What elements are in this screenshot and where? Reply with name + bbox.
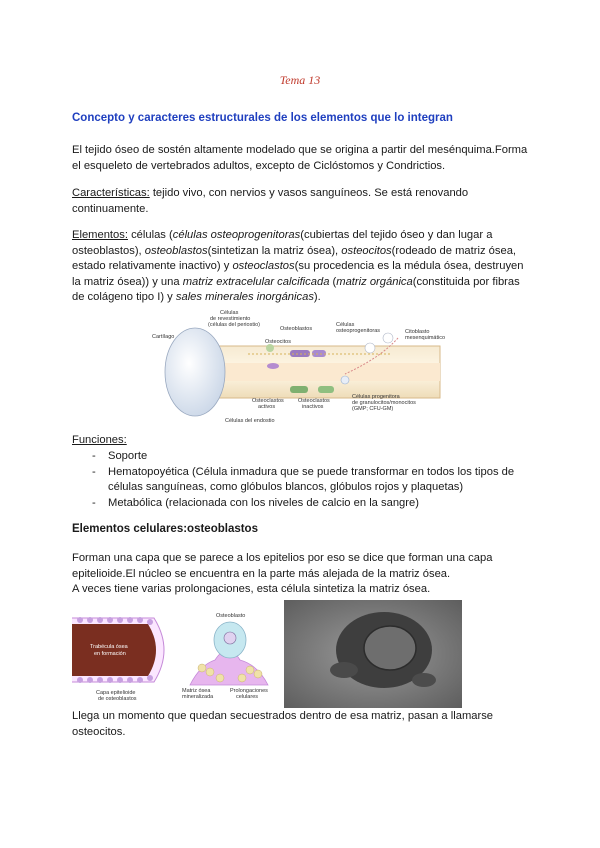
osteoblast-cell xyxy=(312,350,326,357)
svg-text:activos: activos xyxy=(258,404,276,410)
section-heading: Concepto y caracteres estructurales de los elementos que lo integran xyxy=(72,112,453,124)
label-osteoclastos-inactivos: Osteoclastos xyxy=(298,398,330,404)
label-citoblasto: Citoblasto xyxy=(405,329,430,335)
elementos-label: Elementos: xyxy=(72,229,128,241)
osteoblastos-heading: Elementos celulares:osteoblastos xyxy=(72,523,258,535)
label-progenitora: Células progenitora xyxy=(352,394,400,400)
electron-micrograph xyxy=(284,600,462,708)
caracteristicas-label: Características: xyxy=(72,187,150,199)
osteoclast-inactive xyxy=(318,386,334,393)
intro-paragraph: El tejido óseo de sostén altamente modelado que se origina a partir del mesénquima.Forma el esqueleto de vertebrados adultos, excepto de Ciclóstomos y Condrictios. xyxy=(72,144,528,172)
label-capa-epitelioide: Capa epitelioide xyxy=(96,690,136,696)
caracteristicas-paragraph: Características: tejido vivo, con nervios y vasos sanguíneos. Se está renovando continuamente. xyxy=(72,187,469,215)
label-osteoblasto: Osteoblasto xyxy=(216,613,246,619)
osteoblast-cell-diagram xyxy=(180,610,280,704)
svg-text:(GMP; CFU-GM): (GMP; CFU-GM) xyxy=(352,406,394,412)
label-osteoclastos-activos: Osteoclastos xyxy=(252,398,284,404)
stem-cell xyxy=(383,333,393,343)
svg-text:mesenquimático: mesenquimático xyxy=(405,335,446,341)
cartilage-head xyxy=(165,328,225,416)
osteocyte-cell xyxy=(267,363,279,369)
osteoclast-active xyxy=(290,386,308,393)
micrograph-nucleus xyxy=(364,626,416,670)
page-title: Tema 13 xyxy=(279,73,321,87)
trabecula-diagram xyxy=(72,610,178,704)
label-revestimiento: Células xyxy=(220,310,239,316)
progenitor-cell xyxy=(341,376,349,384)
svg-text:en formación: en formación xyxy=(94,651,126,657)
label-trabecula: Trabécula ósea xyxy=(90,644,128,650)
label-matriz: Matriz ósea xyxy=(182,688,211,694)
svg-text:mineralizada: mineralizada xyxy=(182,694,214,700)
label-prolongaciones: Prolongaciones xyxy=(230,688,268,694)
list-item: - Metabólica (relacionada con los niveles de calcio en la sangre) xyxy=(90,496,535,512)
label-endostio: Células del endostio xyxy=(225,418,275,424)
svg-text:de osteoblastos: de osteoblastos xyxy=(98,696,137,702)
closing-paragraph: Llega un momento que quedan secuestrados dentro de esa matriz, pasan a llamarse osteocitos. xyxy=(72,710,494,738)
label-osteocitos: Osteocitos xyxy=(265,339,291,345)
svg-text:osteoprogenitoras: osteoprogenitoras xyxy=(336,328,381,334)
elementos-paragraph: Elementos: células (células osteoprogenitoras(cubiertas del tejido óseo y dan lugar a osteoblastos), osteoblastos(sintetizan la matriz ósea), osteocitos(rodeado de matriz ósea, estado relativamente inactivo) y osteoclastos(su procedencia es la médula ósea, destruyen la matriz ósea)) y una matriz extracelular calcificada (matriz orgánica(constituida por fibras de colágeno tipo I) y sales minerales inorgánicas). xyxy=(72,229,524,303)
osteoblastos-paragraph: Forman una capa que se parece a los epitelios por eso se dice que forman una capa epitelioide.El núcleo se encuentra en la parte más alejada de la matriz ósea. A veces tiene varias prolongaciones, esta célula sintetiza la matriz ósea. xyxy=(72,552,493,595)
label-osteoprogenitoras: Células xyxy=(336,322,355,328)
funciones-label: Funciones: xyxy=(72,434,127,446)
svg-text:de granulocitos/monocitos: de granulocitos/monocitos xyxy=(352,400,416,406)
label-cartilago: Cartílago xyxy=(152,334,175,340)
medullary-cavity xyxy=(200,363,440,381)
list-item: - Hematopoyética (Célula inmadura que se puede transformar en todos los tipos de células sanguíneas, como glóbulos blancos, glóbulos rojos y plaquetas) xyxy=(90,465,535,496)
svg-text:inactivos: inactivos xyxy=(302,404,324,410)
svg-text:celulares: celulares xyxy=(236,694,259,700)
svg-text:de revestimiento: de revestimiento xyxy=(210,316,251,322)
bone-cells-diagram xyxy=(140,308,450,426)
trabecula xyxy=(72,624,156,676)
lining-cell xyxy=(266,344,274,352)
label-osteoblastos: Osteoblastos xyxy=(280,326,313,332)
funciones-list xyxy=(90,449,535,511)
svg-text:(células del periostio): (células del periostio) xyxy=(208,322,260,328)
osteoprogenitor-cell xyxy=(365,343,375,353)
list-item: - Soporte xyxy=(90,449,535,465)
